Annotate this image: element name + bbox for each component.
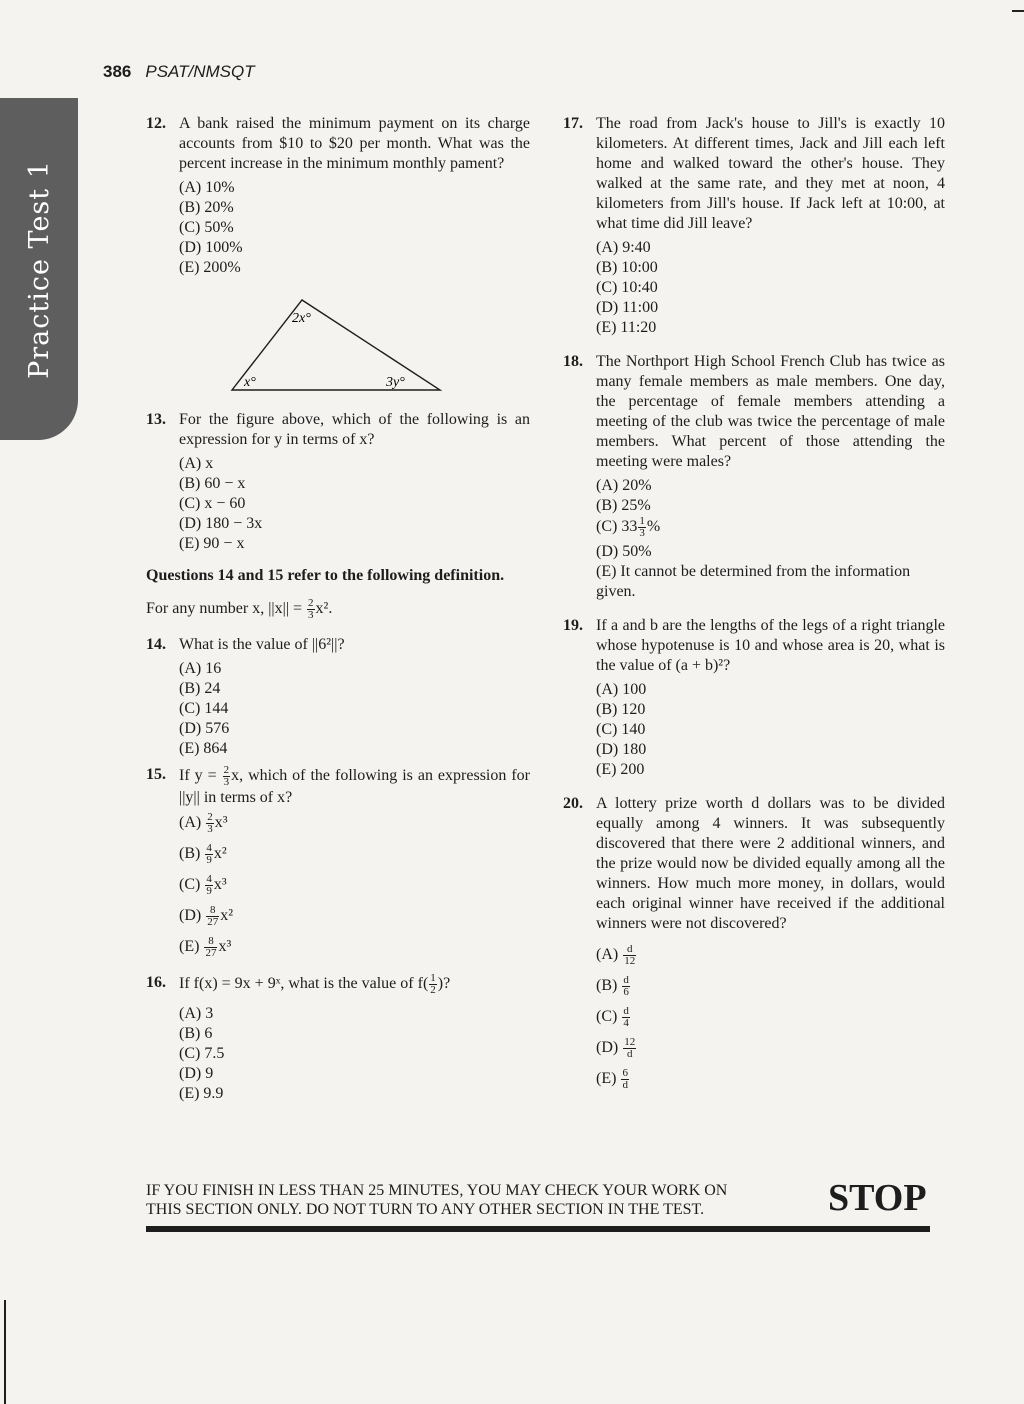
choices-18 — [596, 476, 945, 602]
definition-prefix: For any number x, ||x|| = — [146, 600, 303, 618]
choice-d[interactable]: (D) 180 — [596, 741, 647, 758]
question-14 — [146, 635, 530, 655]
scan-edge-line — [4, 1300, 6, 1404]
choice-e[interactable]: (E) It cannot be determined from the information given. — [596, 563, 911, 600]
question-number: 16. — [146, 974, 166, 991]
choice-a[interactable]: (A) 9:40 — [596, 239, 651, 256]
choice-e[interactable]: (E) 90 − x — [179, 535, 245, 552]
choice-e[interactable]: (E) $\frac{6}{d}$ — [596, 1067, 628, 1091]
question-19 — [563, 616, 945, 676]
footer-instructions — [146, 1181, 786, 1219]
choice-e[interactable]: (E) $\frac{8}{27}$ x³ — [179, 935, 232, 959]
choice-b[interactable]: (B) 10:00 — [596, 259, 658, 276]
right-angle-label: 3y° — [386, 375, 405, 390]
choice-a[interactable]: (A) $\frac{2}{3}$ x³ — [179, 811, 228, 835]
question-number: 17. — [563, 115, 583, 132]
question-18 — [563, 352, 945, 472]
choice-e[interactable]: (E) 9.9 — [179, 1085, 224, 1102]
choice-b[interactable]: (B) $\frac{4}{9}$ x² — [179, 842, 227, 866]
choice-a[interactable]: (A) 20% — [596, 477, 652, 494]
choice-c[interactable]: (C) 33 $\frac{1}{3}$ % — [596, 515, 661, 539]
question-20 — [563, 794, 945, 934]
choice-b[interactable]: (B) 6 — [179, 1025, 213, 1042]
stop-label: STOP — [828, 1177, 927, 1219]
choices-20 — [596, 944, 945, 1099]
question-number: 19. — [563, 617, 583, 634]
question-number: 20. — [563, 795, 583, 812]
question-17 — [563, 114, 945, 234]
choice-e[interactable]: (E) 864 — [179, 740, 228, 757]
choice-a[interactable]: (A) 16 — [179, 660, 222, 677]
choice-e[interactable]: (E) 200 — [596, 761, 645, 778]
choice-a[interactable]: (A) $\frac{d}{12}$ — [596, 943, 636, 967]
footer-rule — [146, 1226, 930, 1232]
question-stem: For the figure above, which of the following is an expression for y in terms of x? — [179, 411, 530, 448]
question-number: 14. — [146, 636, 166, 653]
choice-d[interactable]: (D) 100% — [179, 239, 243, 256]
choice-d[interactable]: (D) 9 — [179, 1065, 214, 1082]
choice-c[interactable]: (C) 7.5 — [179, 1045, 225, 1062]
choices-19 — [596, 680, 945, 780]
choice-d[interactable]: (D) 50% — [596, 543, 652, 560]
question-stem: The road from Jack's house to Jill's is exactly 10 kilometers. At different times, Jack and Jill each left home and walked toward the other's house. They walked at the same rate, and they met at noon, 4 kilometers from Jill's house. If Jack left at 10:00, at what time did Jill leave? — [596, 115, 945, 232]
footer-line-1: IF YOU FINISH IN LESS THAN 25 MINUTES, YOU MAY CHECK YOUR WORK ON — [146, 1182, 728, 1199]
choices-17 — [596, 238, 945, 338]
page-header — [103, 62, 255, 82]
choice-b[interactable]: (B) 24 — [179, 680, 221, 697]
footer-line-2: THIS SECTION ONLY. DO NOT TURN TO ANY OTHER SECTION IN THE TEST. — [146, 1201, 705, 1218]
choice-c[interactable]: (C) 144 — [179, 700, 229, 717]
choices-12 — [179, 178, 530, 278]
section-tab-label: Practice Test 1 — [23, 159, 55, 379]
choices-16 — [179, 1004, 530, 1104]
choice-a[interactable]: (A) 100 — [596, 681, 647, 698]
choice-c[interactable]: (C) 50% — [179, 219, 234, 236]
right-column — [563, 114, 945, 1099]
question-stem: A lottery prize worth d dollars was to be divided equally among 4 winners. It was subsequently discovered that there were 2 additional winners, and the prize would now be divided equally among all the winners. How much more money, in dollars, would each original winner have received if the additional winners were not discovered? — [596, 795, 945, 932]
page-number: 386 — [103, 62, 132, 81]
choice-b[interactable]: (B) 120 — [596, 701, 646, 718]
choice-a[interactable]: (A) x — [179, 455, 214, 472]
left-column — [146, 114, 530, 1104]
choice-c[interactable]: (C) 10:40 — [596, 279, 658, 296]
choice-e[interactable]: (E) 200% — [179, 259, 241, 276]
question-number: 15. — [146, 766, 166, 783]
choice-b[interactable]: (B) 20% — [179, 199, 234, 216]
triangle-figure — [146, 294, 530, 404]
choice-b[interactable]: (B) 25% — [596, 497, 651, 514]
choice-a[interactable]: (A) 10% — [179, 179, 235, 196]
choice-d[interactable]: (D) 180 − 3x — [179, 515, 263, 532]
question-stem: A bank raised the minimum payment on its charge accounts from $10 to $20 per month. What was the percent increase in the minimum monthly pament? — [179, 115, 530, 172]
question-13 — [146, 410, 530, 450]
choice-d[interactable]: (D) 576 — [179, 720, 230, 737]
definition-suffix: x². — [315, 600, 333, 618]
question-number: 12. — [146, 115, 166, 132]
choice-e[interactable]: (E) 11:20 — [596, 319, 657, 336]
definition-fraction: $\frac{2}{3}$ — [308, 597, 314, 621]
definition-heading: Questions 14 and 15 refer to the following definition. — [146, 567, 505, 584]
question-16 — [146, 973, 530, 996]
question-15 — [146, 765, 530, 808]
choice-a[interactable]: (A) 3 — [179, 1005, 214, 1022]
question-stem: The Northport High School French Club has twice as many female members as male members. One day, the percentage of female members attending a meeting of the club was twice the percentage of male members. What percent of those attending the meeting were males? — [596, 353, 945, 470]
choice-c[interactable]: (C) 140 — [596, 721, 646, 738]
choice-c[interactable]: (C) $\frac{d}{4}$ — [596, 1005, 629, 1029]
scan-mark — [1012, 10, 1024, 12]
question-stem: What is the value of ||6²||? — [179, 636, 345, 653]
choice-b[interactable]: (B) 60 − x — [179, 475, 246, 492]
question-number: 18. — [563, 353, 583, 370]
triangle-diagram — [226, 294, 466, 398]
choice-b[interactable]: (B) $\frac{d}{6}$ — [596, 974, 629, 998]
choices-13 — [179, 454, 530, 554]
top-angle-label: 2x° — [292, 311, 311, 326]
question-stem: If a and b are the lengths of the legs of a right triangle whose hypotenuse is 10 and whose area is 20, what is the value of (a + b)²? — [596, 617, 945, 674]
triangle-shape — [232, 300, 440, 390]
page-title: PSAT/NMSQT — [145, 62, 255, 81]
choices-15 — [179, 812, 530, 967]
choice-c[interactable]: (C) x − 60 — [179, 495, 246, 512]
question-number: 13. — [146, 411, 166, 428]
question-12 — [146, 114, 530, 174]
choice-d[interactable]: (D) $\frac{12}{d}$ — [596, 1036, 636, 1060]
left-angle-label: x° — [244, 375, 256, 390]
definition — [146, 598, 530, 621]
choice-d[interactable]: (D) 11:00 — [596, 299, 659, 316]
choices-14 — [179, 659, 530, 759]
question-stem: If y = $\frac{2}{3}$ x, which of the following is an expression for ||y|| in terms of x? — [179, 764, 530, 806]
section-tab-label-wrap — [0, 98, 78, 440]
choice-d[interactable]: (D) $\frac{8}{27}$ x² — [179, 904, 234, 928]
choice-c[interactable]: (C) $\frac{4}{9}$ x³ — [179, 873, 227, 897]
question-stem: If f(x) = 9x + 9ˣ, what is the value of f( $\frac{1}{2}$ )? — [179, 972, 451, 996]
